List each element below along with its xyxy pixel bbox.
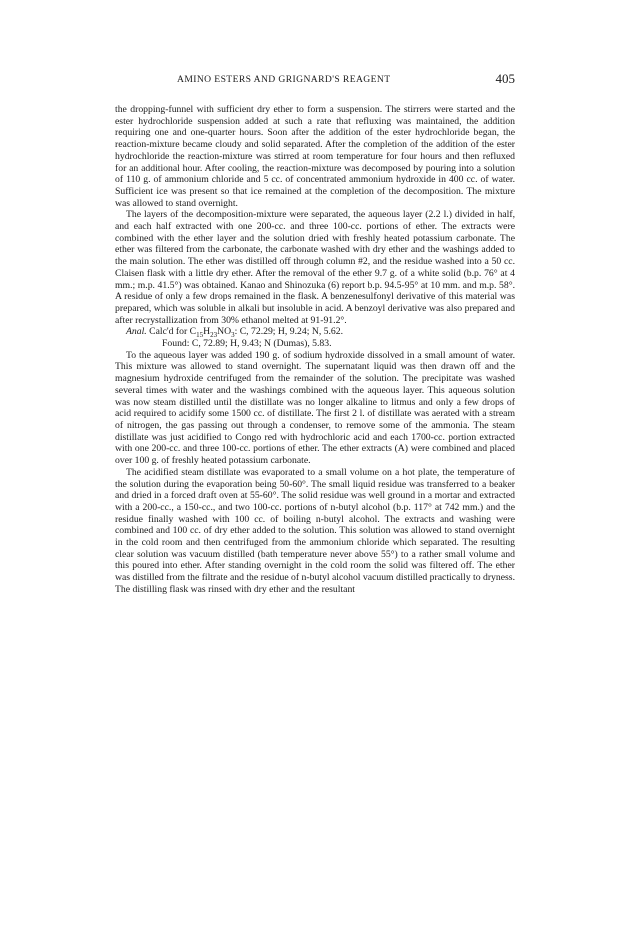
analysis-label: Anal.	[126, 326, 147, 338]
running-head: AMINO ESTERS AND GRIGNARD'S REAGENT	[177, 74, 391, 85]
formula-subscript-h: 23	[210, 331, 218, 340]
paragraph-1: the dropping-funnel with sufficient dry ether to form a suspension. The stirrers were started and the ester hydrochloride suspension added at such a rate that refluxing was maintained, the addition requiring one and one-quarter hours. Soon after the addition of the ester hydrochloride began, the reaction-mixture became cloudy and solid separated. After the completion of the addition of the ester hydrochloride the reaction-mixture was stirred at room temperature for four hours and then refluxed for an additional hour. After cooling, the reaction-mixture was decomposed by pouring into a solution of 110 g. of ammonium chloride and 5 cc. of concentrated ammonium hydroxide in 400 cc. of water. Sufficient ice was present so that ice remained at the completion of the decomposition. The mixture was allowed to stand overnight.	[115, 104, 515, 209]
paragraph-3: To the aqueous layer was added 190 g. of sodium hydroxide dissolved in a small amount of water. This mixture was allowed to stand overnight. The supernatant liquid was then drawn off and the magnesium hydroxide centrifuged from the remainder of the solution. The precipitate was washed several times with water and the washings combined with the aqueous layer. This aqueous solution was now steam distilled until the distillate was no longer alkaline to litmus and only a few drops of acid required to acidify some 1500 cc. of distillate. The first 2 l. of distillate was aerated with a stream of nitrogen, the gas passing out through a condenser, to remove some of the ammonia. The steam distillate was just acidified to Congo red with hydrochloric acid and each 1700-cc. portion extracted with one 200-cc. and three 100-cc. portions of ether. The ether extracts (A) were combined and placed over 100 g. of freshly heated potassium carbonate.	[115, 349, 515, 467]
formula-subscript-c: 15	[196, 331, 204, 340]
paragraph-2: The layers of the decomposition-mixture were separated, the aqueous layer (2.2 l.) divided in half, and each half extracted with one 200-cc. and three 100-cc. portions of ether. The extracts were combined with the ether layer and the solution dried with freshly heated potassium carbonate. The ether was filtered from the carbonate, the carbonate washed with dry ether and the washings added to the main solution. The ether was distilled off through column #2, and the residue washed into a 50 cc. Claisen flask with a little dry ether. After the removal of the ether 9.7 g. of a white solid (b.p. 76° at 4 mm.; m.p. 41.5°) was obtained. Kanao and Shinozuka (6) report b.p. 94.5-95° at 10 mm. and m.p. 58°. A residue of only a few drops remained in the flask. A benzenesulfonyl derivative of this material was prepared, which was soluble in alkali but insoluble in acid. A benzoyl derivative was also prepared and after recrystallization from 30% ethanol melted at 91-91.2°.	[115, 209, 515, 326]
formula-subscript-o: 3	[231, 331, 235, 340]
calc-prefix: Calc'd for C	[149, 326, 197, 338]
analysis-found: Found: C, 72.89; H, 9.43; N (Dumas), 5.83.	[162, 338, 332, 350]
analysis-calculated	[115, 326, 515, 338]
calc-values: : C, 72.29; H, 9.24; N, 5.62.	[234, 326, 344, 338]
formula-h: H	[203, 326, 211, 338]
page-header	[115, 71, 515, 91]
paragraph-4: The acidified steam distillate was evaporated to a small volume on a hot plate, the temperature of the solution during the evaporation being 50-60°. The small liquid residue was transferred to a beaker and dried in a forced draft oven at 55-60°. The solid residue was well ground in a mortar and extracted with a 200-cc., a 150-cc., and two 100-cc. portions of n-butyl alcohol (b.p. 117° at 742 mm.) and the residue finally washed with 100 cc. of boiling n-butyl alcohol. The extracts and washing were combined and 100 cc. of dry ether added to the solution. This solution was allowed to stand overnight in the cold room and then centrifuged from the ammonium chloride which separated. The resulting clear solution was vacuum distilled (bath temperature never above 55°) to a rather small volume and this poured into ether. After standing overnight in the cold room the solid was filtered off. The ether was distilled from the filtrate and the residue of n-butyl alcohol vacuum distilled practically to dryness. The distilling flask was rinsed with dry ether and the resultant	[115, 466, 515, 595]
formula-no: NO	[217, 326, 232, 338]
body-text	[115, 104, 515, 596]
page-number: 405	[495, 71, 515, 86]
